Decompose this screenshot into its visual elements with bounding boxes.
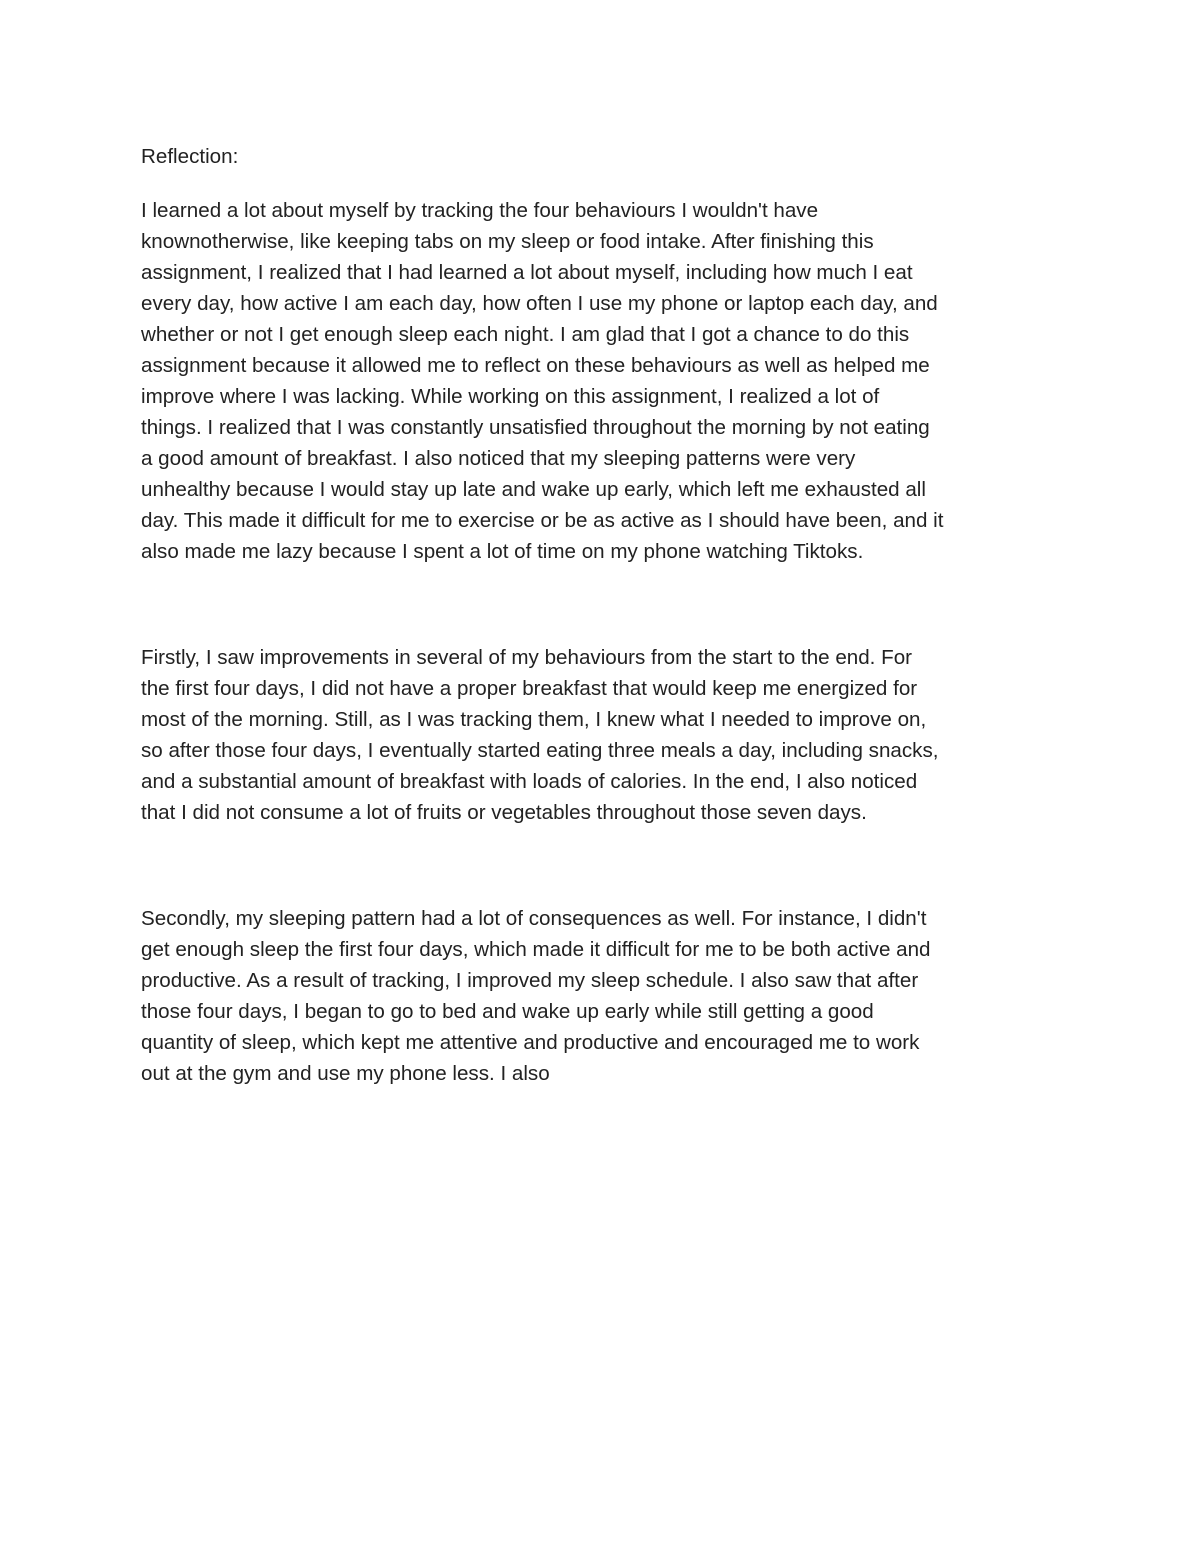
paragraph-line: Firstly, I saw improvements in several of my behaviours from the start to the end. For <box>141 646 913 669</box>
paragraph-list <box>141 195 1066 1089</box>
paragraph-line: I learned a lot about myself by tracking the four behaviours I wouldn't have <box>141 199 819 222</box>
paragraph-line: quantity of sleep, which kept me attentive and productive and encouraged me to work <box>141 1031 920 1054</box>
paragraph-line: productive. As a result of tracking, I improved my sleep schedule. I also saw that after <box>141 969 919 992</box>
paragraph-line: improve where I was lacking. While working on this assignment, I realized a lot of <box>141 385 880 408</box>
paragraph-line: assignment because it allowed me to reflect on these behaviours as well as helped me <box>141 354 930 377</box>
paragraph-line: day. This made it difficult for me to exercise or be as active as I should have been, and it <box>141 509 944 532</box>
paragraph <box>141 903 1066 1089</box>
paragraph-spacer <box>141 567 1066 642</box>
paragraph-line: that I did not consume a lot of fruits or vegetables throughout those seven days. <box>141 801 867 824</box>
paragraph-line: knownotherwise, like keeping tabs on my sleep or food intake. After finishing this <box>141 230 874 253</box>
paragraph-line: a good amount of breakfast. I also noticed that my sleeping patterns were very <box>141 447 856 470</box>
document-body <box>141 141 1066 1089</box>
paragraph-line: things. I realized that I was constantly unsatisfied throughout the morning by not eating <box>141 416 930 439</box>
paragraph-line: whether or not I get enough sleep each night. I am glad that I got a chance to do this <box>141 323 910 346</box>
paragraph-line: every day, how active I am each day, how often I use my phone or laptop each day, and <box>141 292 938 315</box>
paragraph-spacer <box>141 828 1066 903</box>
paragraph-line: get enough sleep the first four days, which made it difficult for me to be both active and <box>141 938 931 961</box>
paragraph-line: most of the morning. Still, as I was tracking them, I knew what I needed to improve on, <box>141 708 927 731</box>
paragraph-line: unhealthy because I would stay up late and wake up early, which left me exhausted all <box>141 478 926 501</box>
paragraph-line: and a substantial amount of breakfast with loads of calories. In the end, I also noticed <box>141 770 918 793</box>
paragraph <box>141 642 1066 828</box>
paragraph-line: Secondly, my sleeping pattern had a lot of consequences as well. For instance, I didn't <box>141 907 927 930</box>
paragraph-line: so after those four days, I eventually started eating three meals a day, including snacks, <box>141 739 939 762</box>
paragraph-line: the first four days, I did not have a proper breakfast that would keep me energized for <box>141 677 918 700</box>
paragraph-line: out at the gym and use my phone less. I also <box>141 1062 550 1085</box>
document-heading: Reflection: <box>141 145 239 168</box>
paragraph-line: also made me lazy because I spent a lot of time on my phone watching Tiktoks. <box>141 540 864 563</box>
paragraph-line: assignment, I realized that I had learned a lot about myself, including how much I eat <box>141 261 913 284</box>
paragraph <box>141 195 1066 567</box>
paragraph-line: those four days, I began to go to bed and wake up early while still getting a good <box>141 1000 874 1023</box>
